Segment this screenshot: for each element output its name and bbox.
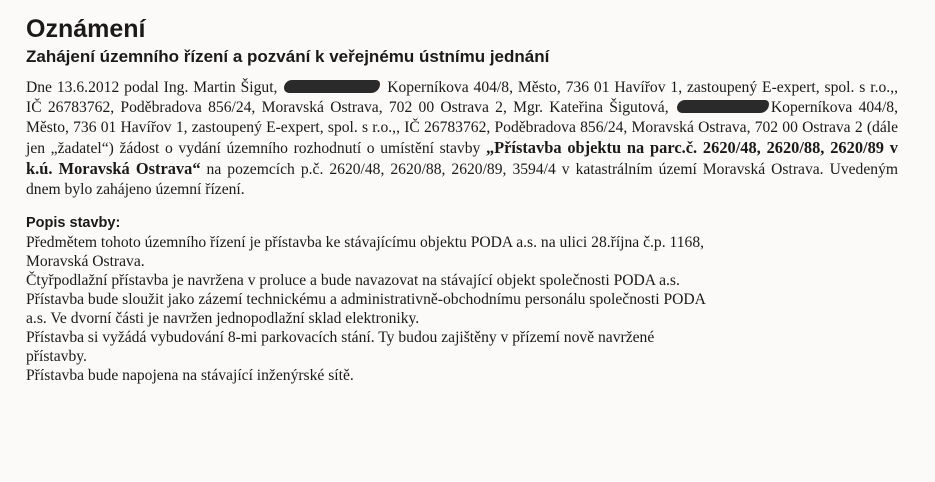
description-line: Přístavba bude sloužit jako zázemí technickému a administrativně-obchodnímu personálu společnosti PODA <box>26 291 706 308</box>
description-line: Přístavba si vyžádá vybudování 8-mi parkovacích stání. Ty budou zajištěny v přízemí nově navržené <box>26 329 655 346</box>
intro-text-1: Dne 13.6.2012 podal Ing. Martin Šigut, <box>26 79 283 96</box>
intro-text-2: Koperníkova 404/8, Město, 736 01 Havířov 1, zastoupený E-expert, spol. s r.o.,, IČ 26783762, Poděbradova 856/24, Moravská Ostrava, 702 00 Ostrava 2, Mgr. Kateřina Šigutová, <box>26 79 898 116</box>
description-line: Čtyřpodlažní přístavba je navržena v proluce a bude navazovat na stávající objekt společnosti PODA a.s. <box>26 272 680 289</box>
intro-text-4: na pozemcích p.č. 2620/48, 2620/88, 2620/89, 3594/4 v katastrálním území Moravská Ostrava. Uvedeným dnem bylo zahájeno územní řízení. <box>26 161 899 198</box>
redaction-mark <box>677 100 769 113</box>
description-line: Moravská Ostrava. <box>26 253 145 270</box>
document-title: Oznámení <box>26 15 146 43</box>
description-list <box>26 233 916 385</box>
description-line: Předmětem tohoto územního řízení je přístavba ke stávajícímu objektu PODA a.s. na ulici 28.října č.p. 1168, <box>26 234 705 251</box>
description-line: přístavby. <box>26 348 87 365</box>
document-subtitle: Zahájení územního řízení a pozvání k veřejnému ústnímu jednání <box>26 47 550 66</box>
intro-text-3: Koperníkova 404/8, Město, 736 01 Havířov 1, zastoupený E-expert, spol. s r.o.,, IČ 26783762, Poděbradova 856/24, Moravská Ostrava, 702 00 Ostrava 2 (dále jen „žadatel“) žádost o vydání územního rozhodnutí o umístění stavby <box>26 99 898 157</box>
description-line: Přístavba bude napojena na stávající inženýrské sítě. <box>26 367 354 384</box>
section-title: Popis stavby: <box>26 215 121 231</box>
document-page <box>26 14 916 385</box>
construction-name: „Přístavba objektu na parc.č. 2620/48, 2620/88, 2620/89 v k.ú. Moravská Ostrava“ <box>26 138 898 178</box>
description-line: a.s. Ve dvorní části je navržen jednopodlažní sklad elektroniky. <box>26 310 420 327</box>
intro-paragraph <box>26 78 898 200</box>
redaction-mark <box>284 80 380 93</box>
